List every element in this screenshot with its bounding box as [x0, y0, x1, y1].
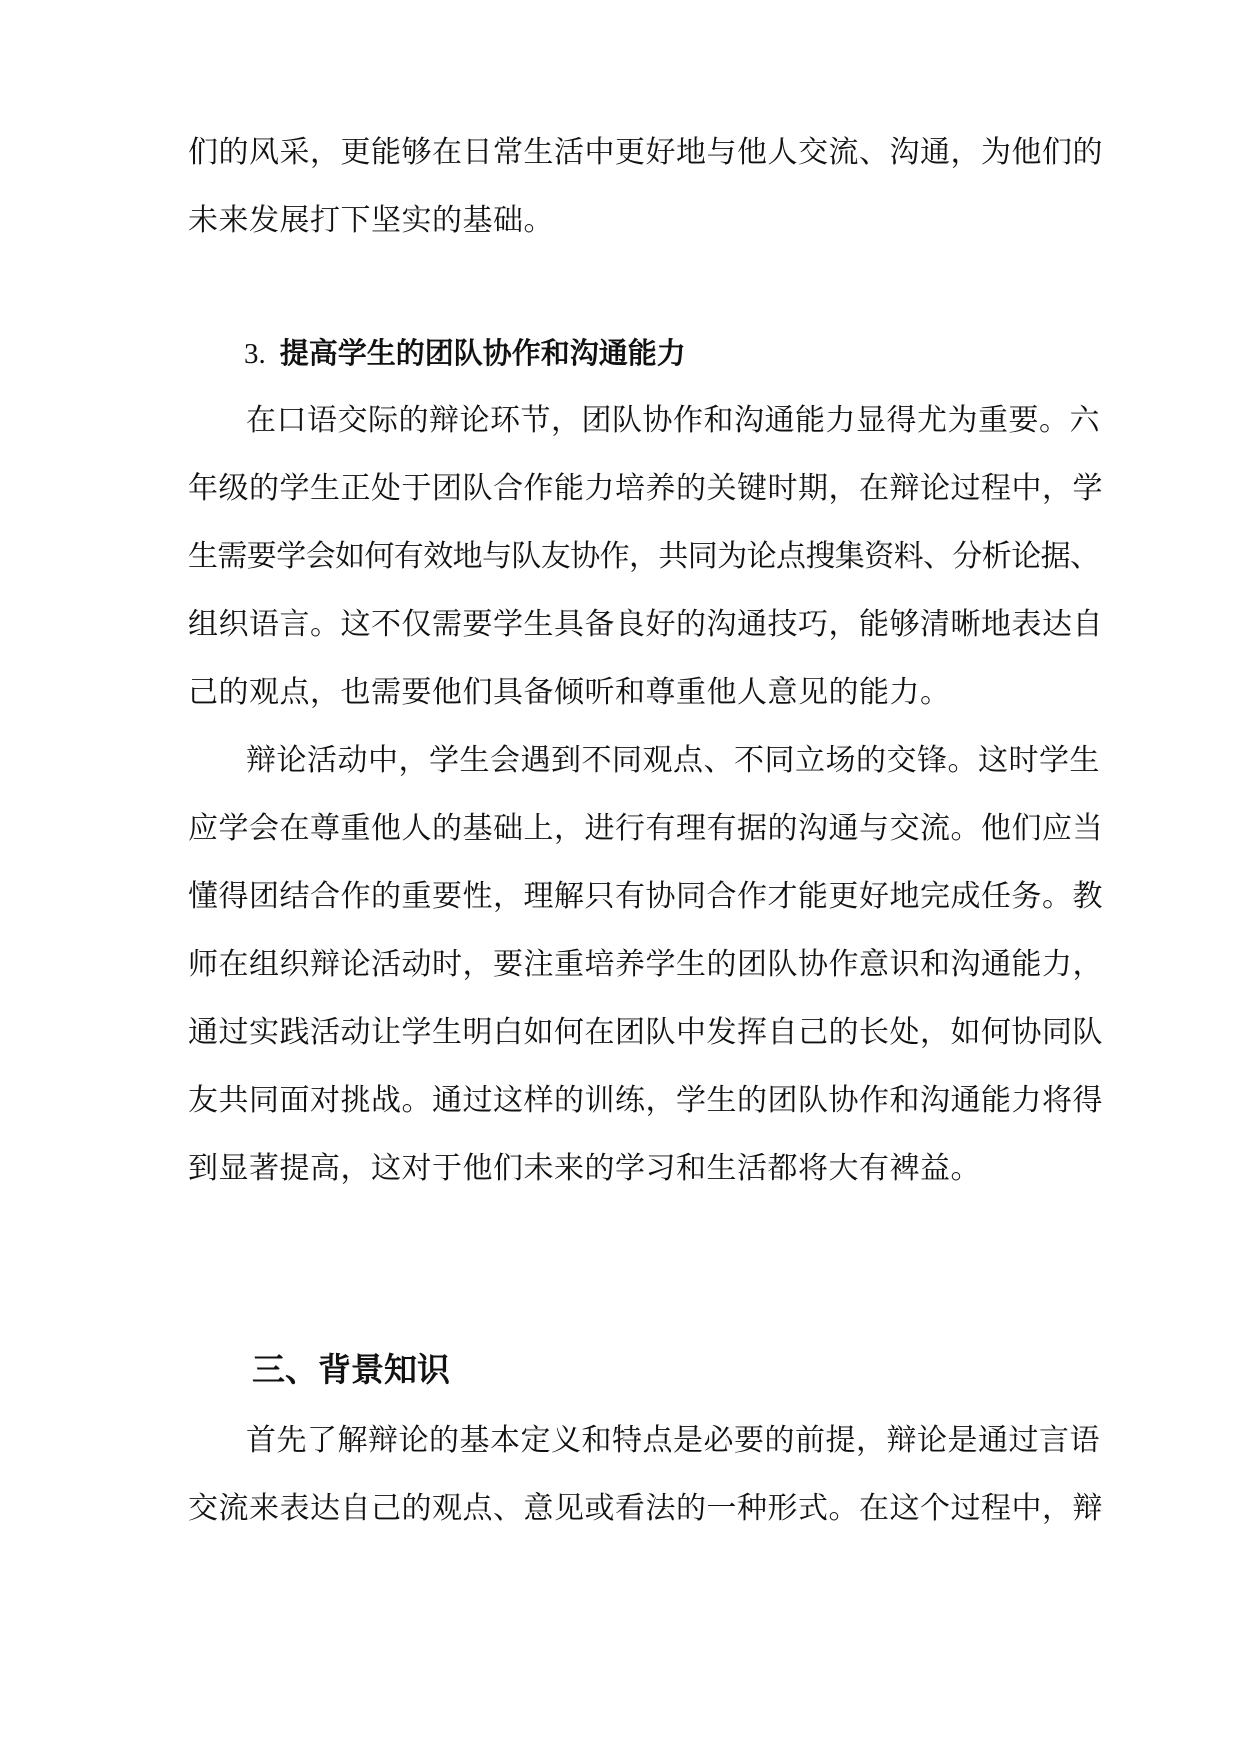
text-line: 到显著提高，这对于他们未来的学习和生活都将大有裨益。 [188, 1151, 981, 1186]
text-line: 应学会在尊重他人的基础上，进行有理有据的沟通与交流。他们应当 [188, 811, 1103, 846]
text-line: 懂得团结合作的重要性，理解只有协同合作才能更好地完成任务。教 [188, 879, 1103, 914]
text-line: 组织语言。这不仅需要学生具备良好的沟通技巧，能够清晰地表达自 [188, 607, 1103, 642]
section-3-number: 3. [244, 338, 266, 370]
text-line: 友共同面对挑战。通过这样的训练，学生的团队协作和沟通能力将得 [188, 1083, 1103, 1118]
text-line: 通过实践活动让学生明白如何在团队中发挥自己的长处，如何协同队 [188, 1015, 1103, 1050]
text-line: 年级的学生正处于团队合作能力培养的关键时期，在辩论过程中，学 [188, 471, 1103, 506]
text-line: 辩论活动中，学生会遇到不同观点、不同立场的交锋。这时学生 [246, 743, 1100, 778]
text-line: 生需要学会如何有效地与队友协作，共同为论点搜集资料、分析论据、 [188, 539, 1100, 574]
text-line: 首先了解辩论的基本定义和特点是必要的前提，辩论是通过言语 [246, 1423, 1100, 1458]
text-line: 们的风采，更能够在日常生活中更好地与他人交流、沟通，为他们的 [188, 135, 1103, 170]
text-line: 交流来表达自己的观点、意见或看法的一种形式。在这个过程中，辩 [188, 1491, 1103, 1526]
text-line: 在口语交际的辩论环节，团队协作和沟通能力显得尤为重要。六 [246, 403, 1100, 438]
section-3-heading [244, 333, 686, 374]
section-three-heading: 三、背景知识 [252, 1350, 450, 1389]
text-line: 师在组织辩论活动时，要注重培养学生的团队协作意识和沟通能力， [188, 947, 1103, 982]
text-line: 己的观点，也需要他们具备倾听和尊重他人意见的能力。 [188, 675, 951, 710]
text-line: 未来发展打下坚实的基础。 [188, 203, 554, 238]
section-3-title: 提高学生的团队协作和沟通能力 [279, 336, 686, 370]
